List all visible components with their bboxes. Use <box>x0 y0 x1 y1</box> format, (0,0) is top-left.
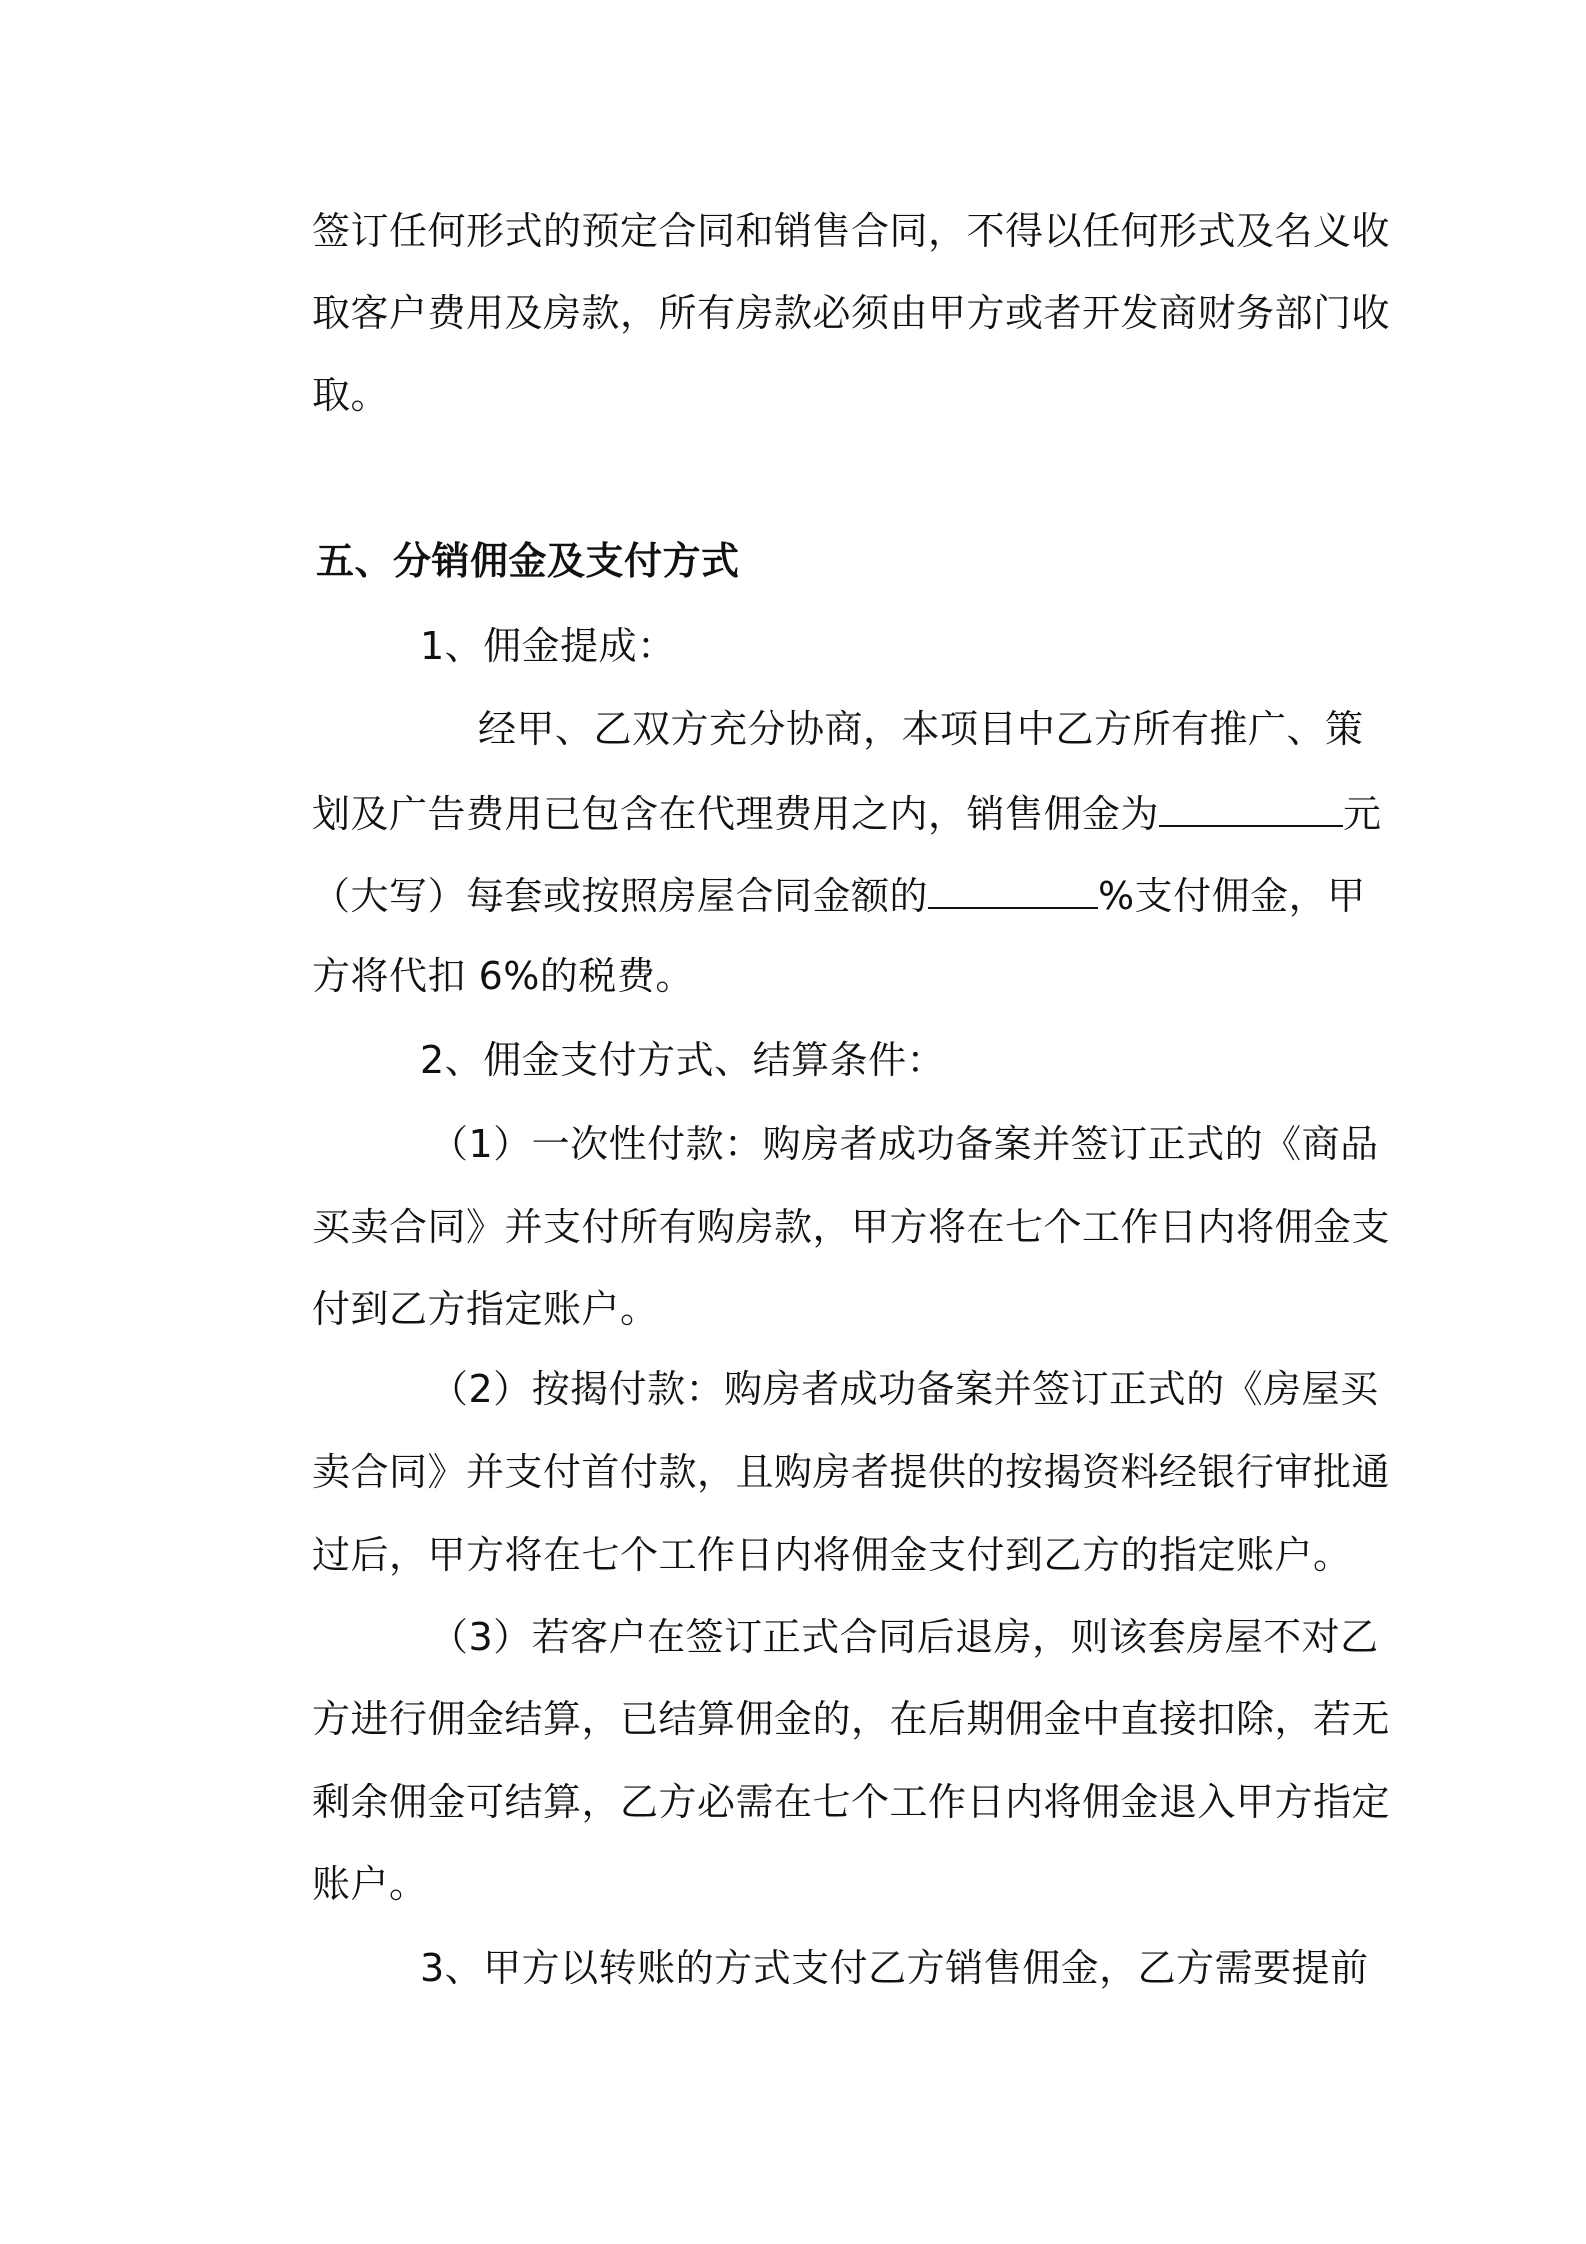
section-heading: 五、分销佣金及支付方式 <box>316 539 740 583</box>
paragraph-line: 取。 <box>312 373 390 417</box>
paragraph-line: 卖合同》并支付首付款，且购房者提供的按揭资料经银行审批通 <box>312 1450 1391 1494</box>
paragraph-line: 买卖合同》并支付所有购房款，甲方将在七个工作日内将佣金支 <box>312 1205 1391 1249</box>
text-segment: 划及广告费用已包含在代理费用之内，销售佣金为 <box>312 792 1160 836</box>
item-title: 1、佣金提成： <box>420 624 676 668</box>
text-segment: %支付佣金，甲 <box>1098 874 1366 918</box>
paragraph-line: 取客户费用及房款，所有房款必须由甲方或者开发商财务部门收 <box>312 291 1391 335</box>
item-title: 2、佣金支付方式、结算条件： <box>420 1038 946 1082</box>
fill-in-blank <box>1159 787 1343 827</box>
paragraph-line: （3）若客户在签订正式合同后退房，则该套房屋不对乙 <box>430 1615 1379 1659</box>
text-segment: 元 <box>1343 792 1382 836</box>
paragraph-line: 3、甲方以转账的方式支付乙方销售佣金，乙方需要提前 <box>420 1946 1369 1990</box>
paragraph-line: （1）一次性付款：购房者成功备案并签订正式的《商品 <box>430 1122 1379 1166</box>
paragraph-line: 过后，甲方将在七个工作日内将佣金支付到乙方的指定账户。 <box>312 1533 1352 1577</box>
paragraph-line-with-blank <box>312 787 1382 838</box>
paragraph-line: 签订任何形式的预定合同和销售合同，不得以任何形式及名义收 <box>312 209 1391 253</box>
paragraph-line: 付到乙方指定账户。 <box>312 1287 659 1331</box>
paragraph-line: 剩余佣金可结算，乙方必需在七个工作日内将佣金退入甲方指定 <box>312 1780 1391 1824</box>
paragraph-line: （2）按揭付款：购房者成功备案并签订正式的《房屋买 <box>430 1367 1379 1411</box>
paragraph-line: 方进行佣金结算，已结算佣金的，在后期佣金中直接扣除，若无 <box>312 1697 1391 1741</box>
fill-in-blank <box>928 869 1098 909</box>
paragraph-line: 账户。 <box>312 1862 428 1906</box>
text-segment: （大写）每套或按照房屋合同金额的 <box>312 874 929 918</box>
paragraph-line: 方将代扣 6%的税费。 <box>312 954 694 998</box>
paragraph-line-with-blank <box>312 869 1366 920</box>
paragraph-line: 经甲、乙双方充分协商，本项目中乙方所有推广、策 <box>478 707 1364 751</box>
